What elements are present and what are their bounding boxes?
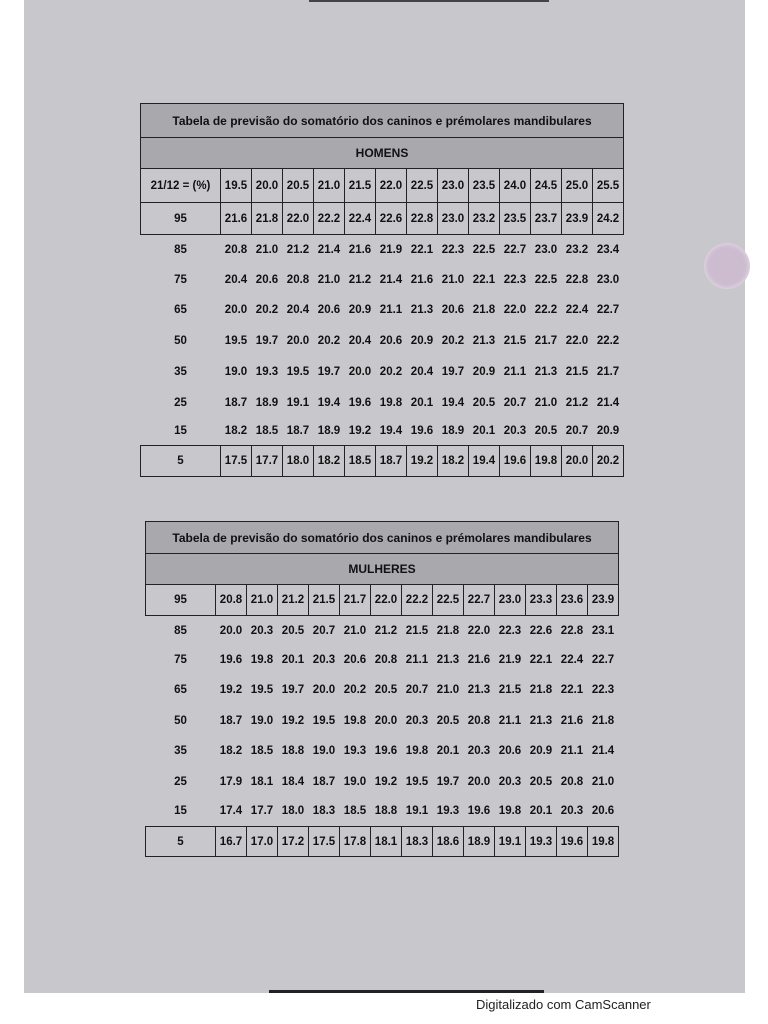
table-cell: 19.1: [405, 805, 429, 818]
table-cell: 23.6: [557, 585, 588, 616]
table-cell: 21.4: [379, 274, 403, 286]
table-cell: 19.6: [219, 654, 243, 666]
table-cell: 18.8: [281, 745, 305, 757]
table-row: [141, 446, 624, 477]
table-cell: 19.4: [441, 396, 465, 409]
table-row: [141, 357, 624, 388]
table-cell: 20.0: [374, 714, 398, 727]
table-cell: 20.9: [596, 425, 620, 438]
table-cell: 23.2: [565, 244, 589, 257]
row-percentile-label: 85: [174, 624, 187, 637]
row-percentile-label: 25: [174, 775, 187, 788]
table-cell: 21.3: [467, 684, 491, 696]
table-cell: 18.1: [250, 775, 274, 788]
table-cell: 21.0: [436, 684, 460, 696]
table-cell: 23.5: [500, 203, 531, 235]
table-cell: 21.1: [560, 745, 584, 757]
table-cell: 21.8: [252, 203, 283, 235]
table-cell: 16.7: [216, 827, 247, 857]
table-cell: 22.3: [498, 624, 522, 637]
table-cell: 18.2: [314, 446, 345, 477]
header-cell: 22.0: [376, 169, 407, 203]
table-cell: 20.4: [224, 274, 248, 286]
table-cell: 18.0: [283, 446, 314, 477]
table-cell: 18.1: [371, 827, 402, 857]
table-cell: 18.5: [250, 745, 274, 757]
table-cell: 20.7: [405, 684, 429, 696]
table-cell: 17.4: [219, 805, 243, 818]
table-cell: 22.4: [565, 304, 589, 316]
table-cell: 20.5: [529, 775, 553, 788]
table-cell: 19.0: [250, 714, 274, 727]
table-cell: 22.3: [591, 684, 615, 696]
table-cell: 20.9: [348, 304, 372, 316]
table-cell: 21.3: [529, 714, 553, 727]
table-cell: 20.0: [224, 304, 248, 316]
table-cell: 18.9: [464, 827, 495, 857]
table-cell: 20.1: [410, 396, 434, 409]
table-cell: 19.6: [557, 827, 588, 857]
table-cell: 21.5: [565, 366, 589, 378]
table-cell: 20.0: [219, 624, 243, 637]
table-cell: 19.2: [281, 714, 305, 727]
row-percentile-label: 15: [174, 425, 187, 438]
table-cell: 21.1: [498, 714, 522, 727]
header-cell: 24.0: [500, 169, 531, 203]
table-cell: 19.0: [312, 745, 336, 757]
header-cell: 19.5: [221, 169, 252, 203]
table-cell: 19.6: [467, 805, 491, 818]
table-cell: 20.6: [317, 304, 341, 316]
header-cell: 25.0: [562, 169, 593, 203]
table-row: [146, 827, 619, 857]
table-cell: 23.3: [526, 585, 557, 616]
header-cell: 25.5: [593, 169, 624, 203]
table-cell: 21.3: [436, 654, 460, 666]
table-title: Tabela de previsão do somatório dos caninos e prémolares mandibulares: [141, 104, 624, 138]
table-cell: 17.8: [340, 827, 371, 857]
table-cell: 24.2: [593, 203, 624, 235]
table-cell: 19.8: [531, 446, 562, 477]
table-cell: 21.1: [379, 304, 403, 316]
table-header-row: [141, 169, 624, 203]
header-cell: 20.5: [283, 169, 314, 203]
row-percentile-label: 75: [174, 274, 187, 286]
table-row: [141, 388, 624, 418]
table-cell: 21.0: [534, 396, 558, 409]
table-cell: 19.7: [441, 366, 465, 378]
table-cell: 20.3: [503, 425, 527, 438]
table-cell: 21.7: [596, 366, 620, 378]
table-cell: 22.1: [560, 684, 584, 696]
table-cell: 20.5: [472, 396, 496, 409]
header-cell: 23.5: [469, 169, 500, 203]
table-cell: 21.0: [255, 244, 279, 257]
punch-hole-mark: [704, 243, 750, 289]
table-cell: 19.7: [317, 366, 341, 378]
table-men: [140, 103, 624, 477]
table-cell: 23.0: [596, 274, 620, 286]
table-cell: 22.4: [345, 203, 376, 235]
table-cell: 21.3: [472, 335, 496, 347]
header-cell: 20.0: [252, 169, 283, 203]
table-cell: 19.3: [343, 745, 367, 757]
table-cell: 20.9: [529, 745, 553, 757]
table-cell: 19.8: [588, 827, 619, 857]
table-cell: 22.3: [503, 274, 527, 286]
table-row: [141, 203, 624, 235]
table-cell: 23.0: [534, 244, 558, 257]
table-cell: 19.0: [224, 366, 248, 378]
table-cell: 20.1: [281, 654, 305, 666]
table-cell: 19.6: [500, 446, 531, 477]
table-cell: 18.2: [219, 745, 243, 757]
table-cell: 19.8: [250, 654, 274, 666]
table-cell: 20.0: [312, 684, 336, 696]
table-cell: 20.8: [286, 274, 310, 286]
table-cell: 21.8: [529, 684, 553, 696]
table-cell: 21.8: [472, 304, 496, 316]
table-cell: 18.3: [312, 805, 336, 818]
table-cell: 19.0: [343, 775, 367, 788]
table-cell: 19.7: [436, 775, 460, 788]
table-cell: 20.7: [503, 396, 527, 409]
table-cell: 19.8: [498, 805, 522, 818]
table-cell: 23.7: [531, 203, 562, 235]
table-cell: 18.2: [438, 446, 469, 477]
row-percentile-label: 95: [146, 585, 216, 616]
table-cell: 20.1: [436, 745, 460, 757]
table-row: [146, 585, 619, 616]
table-row: [146, 616, 619, 646]
table-cell: 17.2: [278, 827, 309, 857]
table-row: [141, 266, 624, 295]
table-cell: 21.8: [591, 714, 615, 727]
table-row: [146, 646, 619, 675]
table-cell: 19.7: [281, 684, 305, 696]
table-cell: 19.5: [224, 335, 248, 347]
table-cell: 19.2: [219, 684, 243, 696]
table-cell: 18.0: [281, 805, 305, 818]
row-percentile-label: 5: [141, 446, 221, 477]
table-cell: 22.2: [596, 335, 620, 347]
table-cell: 20.4: [410, 366, 434, 378]
table-cell: 22.5: [534, 274, 558, 286]
table-cell: 17.5: [221, 446, 252, 477]
table-cell: 19.1: [286, 396, 310, 409]
table-cell: 18.7: [219, 714, 243, 727]
table-cell: 21.4: [317, 244, 341, 257]
table-women: [145, 521, 619, 857]
table-cell: 18.5: [255, 425, 279, 438]
table-cell: 21.2: [278, 585, 309, 616]
table-cell: 23.9: [588, 585, 619, 616]
table-cell: 20.4: [286, 304, 310, 316]
table-cell: 21.9: [379, 244, 403, 257]
table-cell: 21.1: [405, 654, 429, 666]
table-cell: 22.0: [503, 304, 527, 316]
table-cell: 20.2: [317, 335, 341, 347]
table-row: [146, 736, 619, 767]
table-cell: 21.0: [247, 585, 278, 616]
table-cell: 22.7: [591, 654, 615, 666]
table-cell: 20.5: [534, 425, 558, 438]
table-cell: 19.6: [374, 745, 398, 757]
table-cell: 21.2: [348, 274, 372, 286]
table-cell: 22.6: [529, 624, 553, 637]
table-cell: 22.8: [560, 624, 584, 637]
table-cell: 19.3: [526, 827, 557, 857]
row-percentile-label: 25: [174, 396, 187, 409]
table-cell: 17.5: [309, 827, 340, 857]
row-percentile-label: 5: [146, 827, 216, 857]
row-percentile-label: 75: [174, 654, 187, 666]
row-percentile-label: 35: [174, 745, 187, 757]
table-cell: 22.7: [596, 304, 620, 316]
table-cell: 21.5: [405, 624, 429, 637]
table-cell: 22.1: [410, 244, 434, 257]
table-cell: 18.4: [281, 775, 305, 788]
table-cell: 21.2: [286, 244, 310, 257]
table-cell: 20.6: [591, 805, 615, 818]
table-cell: 18.9: [441, 425, 465, 438]
table-cell: 20.9: [410, 335, 434, 347]
table-cell: 21.6: [410, 274, 434, 286]
table-cell: 20.0: [348, 366, 372, 378]
table-cell: 18.9: [255, 396, 279, 409]
table-cell: 21.0: [343, 624, 367, 637]
table-cell: 20.6: [498, 745, 522, 757]
scanner-watermark: Digitalizado com CamScanner: [476, 997, 651, 1012]
table-cell: 19.7: [255, 335, 279, 347]
table-cell: 20.8: [224, 244, 248, 257]
table-subtitle: MULHERES: [146, 554, 619, 585]
table-cell: 23.2: [469, 203, 500, 235]
scan-edge-top: [309, 0, 549, 2]
table-cell: 18.7: [376, 446, 407, 477]
table-cell: 19.4: [317, 396, 341, 409]
table-cell: 19.5: [312, 714, 336, 727]
table-cell: 21.0: [591, 775, 615, 788]
table-cell: 19.1: [495, 827, 526, 857]
table-cell: 18.5: [345, 446, 376, 477]
table-cell: 19.5: [405, 775, 429, 788]
table-cell: 22.1: [529, 654, 553, 666]
row-percentile-label: 65: [174, 684, 187, 696]
table-cell: 19.8: [343, 714, 367, 727]
table-cell: 20.3: [405, 714, 429, 727]
table-cell: 22.2: [314, 203, 345, 235]
table-cell: 20.8: [467, 714, 491, 727]
header-cell: 22.5: [407, 169, 438, 203]
table-cell: 21.5: [498, 684, 522, 696]
table-row: [146, 767, 619, 797]
row-percentile-label: 50: [174, 714, 187, 727]
table-cell: 19.4: [379, 425, 403, 438]
table-cell: 20.2: [441, 335, 465, 347]
table-cell: 20.5: [436, 714, 460, 727]
table-row: [141, 326, 624, 357]
table-cell: 20.3: [467, 745, 491, 757]
table-cell: 18.3: [402, 827, 433, 857]
table-cell: 19.5: [250, 684, 274, 696]
table-cell: 20.0: [467, 775, 491, 788]
table-cell: 21.3: [410, 304, 434, 316]
table-cell: 18.7: [286, 425, 310, 438]
table-cell: 22.0: [371, 585, 402, 616]
table-row: [146, 675, 619, 706]
table-cell: 22.7: [503, 244, 527, 257]
table-cell: 20.7: [565, 425, 589, 438]
table-cell: 21.6: [560, 714, 584, 727]
table-cell: 22.5: [433, 585, 464, 616]
table-subtitle: HOMENS: [141, 138, 624, 169]
table-cell: 18.6: [433, 827, 464, 857]
table-cell: 20.1: [529, 805, 553, 818]
table-cell: 21.9: [498, 654, 522, 666]
table-cell: 22.1: [472, 274, 496, 286]
table-cell: 19.8: [405, 745, 429, 757]
table-cell: 21.7: [534, 335, 558, 347]
table-cell: 20.7: [312, 624, 336, 637]
header-cell: 23.0: [438, 169, 469, 203]
table-cell: 20.6: [379, 335, 403, 347]
table-cell: 22.3: [441, 244, 465, 257]
table-cell: 18.7: [224, 396, 248, 409]
table-cell: 20.2: [255, 304, 279, 316]
table-cell: 22.0: [283, 203, 314, 235]
table-cell: 20.6: [255, 274, 279, 286]
table-cell: 20.8: [374, 654, 398, 666]
table-cell: 23.4: [596, 244, 620, 257]
table-cell: 22.2: [534, 304, 558, 316]
table-cell: 18.8: [374, 805, 398, 818]
table-row: [141, 295, 624, 326]
table-cell: 20.9: [472, 366, 496, 378]
table-cell: 23.0: [438, 203, 469, 235]
table-cell: 20.2: [593, 446, 624, 477]
table-cell: 17.0: [247, 827, 278, 857]
table-cell: 19.5: [286, 366, 310, 378]
table-cell: 20.6: [343, 654, 367, 666]
table-cell: 21.8: [436, 624, 460, 637]
table-cell: 22.0: [565, 335, 589, 347]
table-cell: 21.4: [591, 745, 615, 757]
table-cell: 22.5: [472, 244, 496, 257]
header-cell: 21.5: [345, 169, 376, 203]
table-cell: 20.3: [312, 654, 336, 666]
table-cell: 21.6: [348, 244, 372, 257]
table-cell: 17.7: [252, 446, 283, 477]
table-cell: 22.4: [560, 654, 584, 666]
table-cell: 20.5: [281, 624, 305, 637]
table-cell: 19.2: [374, 775, 398, 788]
table-cell: 19.3: [436, 805, 460, 818]
table-row: [141, 418, 624, 446]
table-cell: 21.1: [503, 366, 527, 378]
table-cell: 21.2: [565, 396, 589, 409]
table-cell: 23.1: [591, 624, 615, 637]
table-cell: 17.7: [250, 805, 274, 818]
table-cell: 20.1: [472, 425, 496, 438]
table-cell: 18.7: [312, 775, 336, 788]
table-cell: 21.2: [374, 624, 398, 637]
row-percentile-label: 95: [141, 203, 221, 235]
table-cell: 18.2: [224, 425, 248, 438]
table-cell: 21.0: [441, 274, 465, 286]
row-percentile-label: 85: [174, 244, 187, 257]
row-percentile-label: 65: [174, 304, 187, 316]
table-cell: 20.3: [560, 805, 584, 818]
table-cell: 20.8: [560, 775, 584, 788]
table-cell: 22.2: [402, 585, 433, 616]
table-cell: 20.3: [498, 775, 522, 788]
table-cell: 20.6: [441, 304, 465, 316]
table-cell: 19.2: [407, 446, 438, 477]
table-cell: 19.2: [348, 425, 372, 438]
table-cell: 18.9: [317, 425, 341, 438]
table-cell: 21.4: [596, 396, 620, 409]
header-cell: 21.0: [314, 169, 345, 203]
table-cell: 19.8: [379, 396, 403, 409]
table-cell: 21.3: [534, 366, 558, 378]
table-cell: 20.0: [286, 335, 310, 347]
table-cell: 22.0: [467, 624, 491, 637]
row-percentile-label: 35: [174, 366, 187, 378]
table-cell: 20.2: [379, 366, 403, 378]
table-cell: 17.9: [219, 775, 243, 788]
table-cell: 23.9: [562, 203, 593, 235]
table-cell: 20.3: [250, 624, 274, 637]
header-label: 21/12 = (%): [141, 169, 221, 203]
table-cell: 21.5: [309, 585, 340, 616]
row-percentile-label: 50: [174, 335, 187, 347]
table-cell: 20.8: [216, 585, 247, 616]
table-cell: 21.6: [221, 203, 252, 235]
row-percentile-label: 15: [174, 805, 187, 818]
table-cell: 19.6: [348, 396, 372, 409]
scan-edge-bottom: [269, 990, 544, 993]
table-cell: 20.2: [343, 684, 367, 696]
table-cell: 22.8: [407, 203, 438, 235]
table-cell: 20.4: [348, 335, 372, 347]
table-row: [146, 797, 619, 827]
header-cell: 24.5: [531, 169, 562, 203]
table-cell: 22.8: [565, 274, 589, 286]
table-cell: 20.5: [374, 684, 398, 696]
table-cell: 23.0: [495, 585, 526, 616]
table-cell: 22.7: [464, 585, 495, 616]
table-cell: 19.6: [410, 425, 434, 438]
table-cell: 19.3: [255, 366, 279, 378]
table-title: Tabela de previsão do somatório dos caninos e prémolares mandibulares: [146, 522, 619, 554]
table-cell: 21.0: [317, 274, 341, 286]
table-cell: 21.6: [467, 654, 491, 666]
table-cell: 21.7: [340, 585, 371, 616]
table-cell: 21.5: [503, 335, 527, 347]
table-row: [141, 235, 624, 266]
table-row: [146, 706, 619, 736]
table-cell: 19.4: [469, 446, 500, 477]
table-cell: 22.6: [376, 203, 407, 235]
table-cell: 18.5: [343, 805, 367, 818]
table-cell: 20.0: [562, 446, 593, 477]
